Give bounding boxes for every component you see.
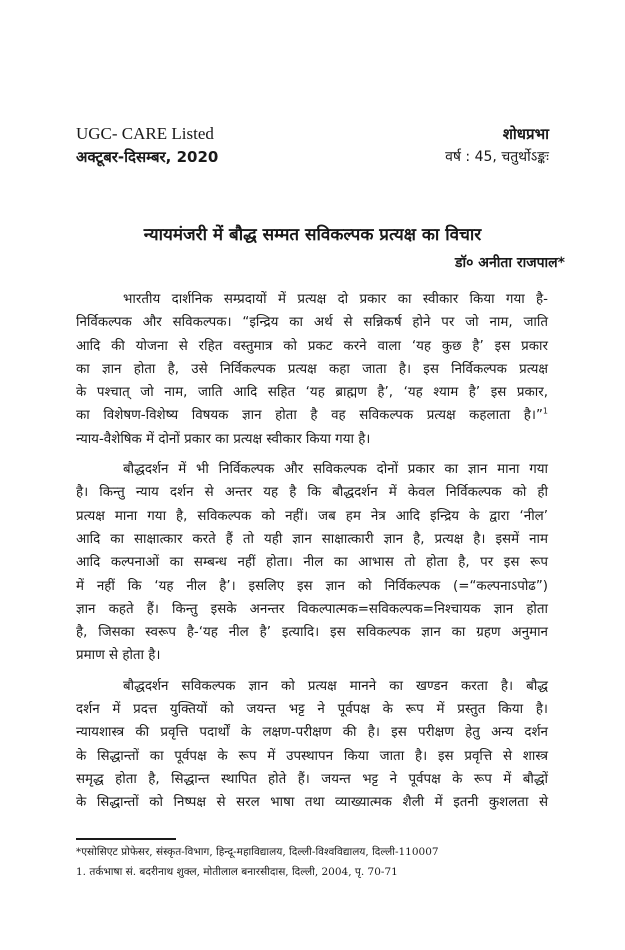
text-line: प्रत्यक्ष माना गया है, सविकल्पक को नहीं। जब हम नेत्र आदि इन्द्रिय के द्वारा ‘नील’ xyxy=(76,508,548,524)
text-line: भारतीय दार्शनिक सम्प्रदायों में प्रत्यक्ष दो प्रकार का स्वीकार किया गया है- xyxy=(123,292,548,307)
article-author: डॉ० अनीता राजपाल* xyxy=(455,255,565,271)
text-line: आदि कल्पनाओं का सम्बन्ध नहीं होता। नील का आभास तो होता है, पर इस रूप xyxy=(76,555,548,571)
text-line: के पश्चात् जो नाम, जाति आदि सहित ‘यह ब्राह्मण है’, ‘यह श्याम है’ इस प्रकार, xyxy=(76,385,548,401)
text-span: का विशेषण-विशेष्य विषयक ज्ञान होता है वह सविकल्पक प्रत्यक्ष कहलाता है।” xyxy=(76,408,543,424)
text-line: दर्शन में प्रदत्त युक्तियों को जयन्त भट्ट ने पूर्वपक्ष के रूप में प्रस्तुत किया है। xyxy=(76,702,548,718)
text-line: न्याय-वैशेषिक में दोनों प्रकार का प्रत्यक्ष स्वीकार किया गया है। xyxy=(76,431,371,447)
text-line: प्रमाण से होता है। xyxy=(76,648,161,664)
text-line: है, जिसका स्वरूप है-‘यह नील है’ इत्यादि। इस सविकल्पक ज्ञान का ग्रहण अनुमान xyxy=(76,625,548,641)
text-line: आदि का साक्षात्कार करते हैं तो यही ज्ञान साक्षात्कारी ज्ञान है, प्रत्यक्ष है। इसमें नाम xyxy=(76,531,548,547)
volume-issue: वर्ष : 45, चतुर्थोऽङ्कः xyxy=(445,149,549,165)
paragraph xyxy=(76,675,548,815)
article-title: न्यायमंजरी में बौद्ध सम्मत सविकल्पक प्रत्यक्ष का विचार xyxy=(143,225,482,245)
text-line: आदि की योजना से रहित वस्तुमात्र को प्रकट करने वाला ‘यह कुछ है’ इस प्रकार xyxy=(76,338,548,354)
article-body xyxy=(76,288,548,815)
footnote-separator xyxy=(76,838,176,840)
text-line: का ज्ञान होता है, उसे निर्विकल्पक प्रत्यक्ष कहा जाता है। इस निर्विकल्पक प्रत्यक्ष xyxy=(76,361,548,377)
text-line: है। किन्तु न्याय दर्शन से अन्तर यह है कि बौद्धदर्शन में केवल निर्विकल्पक को ही xyxy=(76,485,548,501)
text-line: न्यायशास्त्र की प्रवृत्ति पदार्थों के लक्षण-परीक्षण की है। इस परीक्षण हेतु अन्य दर्शन xyxy=(76,725,548,741)
paragraph xyxy=(76,458,548,668)
text-line: समृद्ध होता है, सिद्धान्त स्थापित होते हैं। जयन्त भट्ट ने पूर्वपक्ष के रूप में बौद्धों xyxy=(76,771,548,787)
footnote-author-affiliation: *एसोसिएट प्रोफेसर, संस्कृत-विभाग, हिन्दू-महाविद्यालय, दिल्ली-विश्वविद्यालय, दिल्ली-110007 xyxy=(76,846,439,858)
text-line: ज्ञान कहते हैं। किन्तु इसके अनन्तर विकल्पात्मक=सविकल्पक=निश्चायक ज्ञान होता xyxy=(76,601,548,617)
issue-period: अक्टूबर-दिसम्बर, 2020 xyxy=(76,148,219,166)
journal-name: शोधप्रभा xyxy=(502,125,549,143)
journal-listing: UGC- CARE Listed xyxy=(76,124,214,143)
paragraph xyxy=(76,288,548,451)
text-line: के सिद्धान्तों को निष्पक्ष से सरल भाषा तथा व्याख्यात्मक शैली में इतनी कुशलता से xyxy=(76,795,548,811)
text-line: के सिद्धान्तों का पूर्वपक्ष के रूप में उपस्थापन किया जाता है। इस प्रवृत्ति से शास्त्र xyxy=(76,748,548,764)
text-line: बौद्धदर्शन सविकल्पक ज्ञान को प्रत्यक्ष मानने का खण्डन करता है। बौद्ध xyxy=(123,678,548,694)
text-line: बौद्धदर्शन में भी निर्विकल्पक और सविकल्पक दोनों प्रकार का ज्ञान माना गया xyxy=(123,462,548,478)
footnote-ref[interactable]: 1 xyxy=(542,407,548,417)
footnote-1: 1. तर्कभाषा सं. बदरीनाथ शुक्ल, मोतीलाल बनारसीदास, दिल्ली, 2004, पृ. 70-71 xyxy=(76,866,398,878)
text-line: में नहीं कि ‘यह नील है’। इसलिए इस ज्ञान को निर्विकल्पक (=“कल्पनाऽपोढ”) xyxy=(76,578,548,594)
text-line xyxy=(76,404,548,427)
text-line: निर्विकल्पक और सविकल्पक। “इन्द्रिय का अर्थ से सन्निकर्ष होने पर जो नाम, जाति xyxy=(76,315,548,331)
